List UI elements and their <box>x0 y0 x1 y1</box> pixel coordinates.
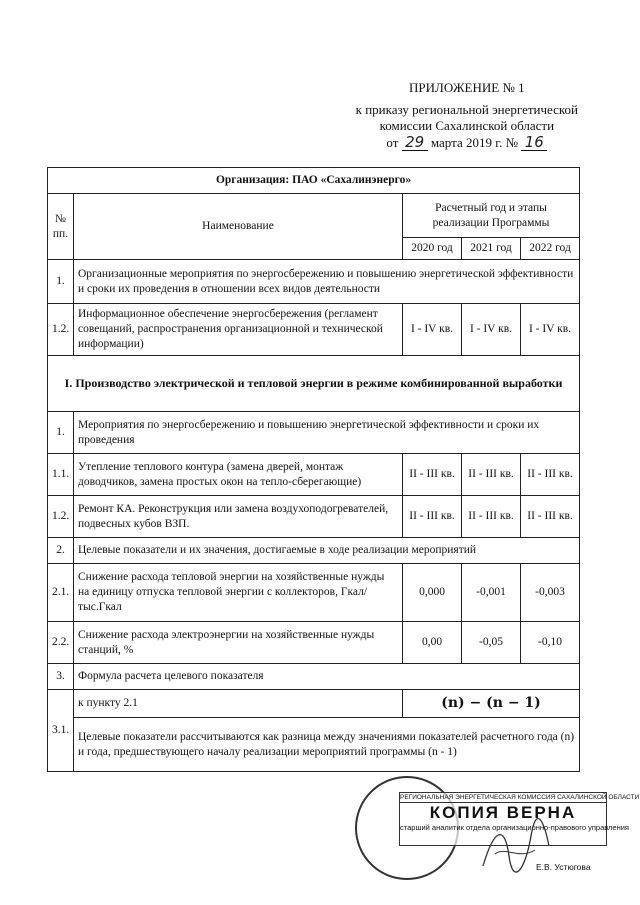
date-prefix: от <box>386 135 399 150</box>
col-name-header: Наименование <box>74 194 403 260</box>
row-value: -0,001 <box>462 564 521 622</box>
section-title: I. Производство электрической и тепловой энергии в режиме комбинированной выработки <box>48 356 580 412</box>
row-number: 2.2. <box>48 622 74 664</box>
row-value: II - III кв. <box>521 496 580 538</box>
year-2022: 2022 год <box>521 238 580 260</box>
col-number-header: № пп. <box>48 194 74 260</box>
row-text: Мероприятия по энергосбережению и повышению энергетической эффективности и сроки их проведения <box>74 412 580 454</box>
row-value: II - III кв. <box>521 454 580 496</box>
row-value: -0,05 <box>462 622 521 664</box>
row-number: 2.1. <box>48 564 74 622</box>
stamp-org: РЕГИОНАЛЬНАЯ ЭНЕРГЕТИЧЕСКАЯ КОМИССИЯ САХАЛИНСКОЙ ОБЛАСТИ <box>400 794 640 801</box>
section-row <box>48 356 580 412</box>
row-text: Формула расчета целевого показателя <box>74 664 580 690</box>
table-row <box>48 664 580 690</box>
row-value: II - III кв. <box>403 454 462 496</box>
row-number: 1. <box>48 412 74 454</box>
stamp-main-text: КОПИЯ ВЕРНА <box>429 803 577 822</box>
row-value: I - IV кв. <box>403 304 462 356</box>
org-row <box>48 168 580 194</box>
row-value: II - III кв. <box>462 496 521 538</box>
row-value: -0,003 <box>521 564 580 622</box>
order-date-line <box>356 134 578 151</box>
signer-name: Е.В. Устюгова <box>536 862 591 872</box>
row-number: 3. <box>48 664 74 690</box>
header-row <box>48 194 580 238</box>
row-text: Снижение расхода электроэнергии на хозяйственные нужды станций, % <box>74 622 403 664</box>
appendix-title: ПРИЛОЖЕНИЕ № 1 <box>409 80 525 95</box>
row-number: 1.2. <box>48 496 74 538</box>
appendix-header <box>356 80 578 151</box>
row-number: 1.2. <box>48 304 74 356</box>
row-value: 0,00 <box>403 622 462 664</box>
row-text: Целевые показатели рассчитываются как разница между значениями показателей расчетного года (n) и года, предшествующего началу реализации мероприятий программы (n - 1) <box>74 718 580 772</box>
col-period-header: Расчетный год и этапы реализации Программы <box>403 194 580 238</box>
table-row <box>48 690 580 718</box>
row-text: Целевые показатели и их значения, достигаемые в ходе реализации мероприятий <box>74 538 580 564</box>
row-text: Утепление теплового контура (замена дверей, монтаж доводчиков, замена простых окон на тепло-сберегающие) <box>74 454 403 496</box>
row-value: II - III кв. <box>462 454 521 496</box>
row-value: 0,000 <box>403 564 462 622</box>
stamp-position: старший аналитик отдела организационно-правового управления <box>400 823 629 832</box>
row-text: Информационное обеспечение энергосбережения (регламент совещаний, распространения организационной и технической информации) <box>74 304 403 356</box>
row-text: Организационные мероприятия по энергосбережению и повышению энергетической эффективности и сроки их проведения в отношении всех видов деятельности <box>74 260 580 304</box>
row-value: -0,10 <box>521 622 580 664</box>
table-row <box>48 260 580 304</box>
row-value: I - IV кв. <box>462 304 521 356</box>
table-row <box>48 718 580 772</box>
row-text: Ремонт КА. Реконструкция или замена воздухоподогревателей, подвесных кубов ВЗП. <box>74 496 403 538</box>
year-2020: 2020 год <box>403 238 462 260</box>
formula: (n) − (n − 1) <box>403 690 580 718</box>
row-text: Снижение расхода тепловой энергии на хозяйственные нужды на единицу отпуска тепловой энергии с коллекторов, Гкал/тыс.Гкал <box>74 564 403 622</box>
row-number: 2. <box>48 538 74 564</box>
organization-name: Организация: ПАО «Сахалинэнерго» <box>48 168 580 194</box>
table-row <box>48 622 580 664</box>
date-mid: марта 2019 г. № <box>430 135 519 150</box>
row-number: 1.1. <box>48 454 74 496</box>
table-row <box>48 564 580 622</box>
row-value: II - III кв. <box>403 496 462 538</box>
row-text: к пункту 2.1 <box>74 690 403 718</box>
table-row <box>48 538 580 564</box>
table-row <box>48 496 580 538</box>
order-number: 16 <box>521 134 547 151</box>
row-number: 3.1. <box>48 690 74 772</box>
order-line-1: к приказу региональной энергетической <box>355 102 578 117</box>
program-table <box>47 167 580 772</box>
year-2021: 2021 год <box>462 238 521 260</box>
row-number: 1. <box>48 260 74 304</box>
date-day: 29 <box>402 134 428 151</box>
order-line-2: комиссии Сахалинской области <box>379 118 555 133</box>
row-value: I - IV кв. <box>521 304 580 356</box>
table-row <box>48 454 580 496</box>
table-row <box>48 304 580 356</box>
table-row <box>48 412 580 454</box>
